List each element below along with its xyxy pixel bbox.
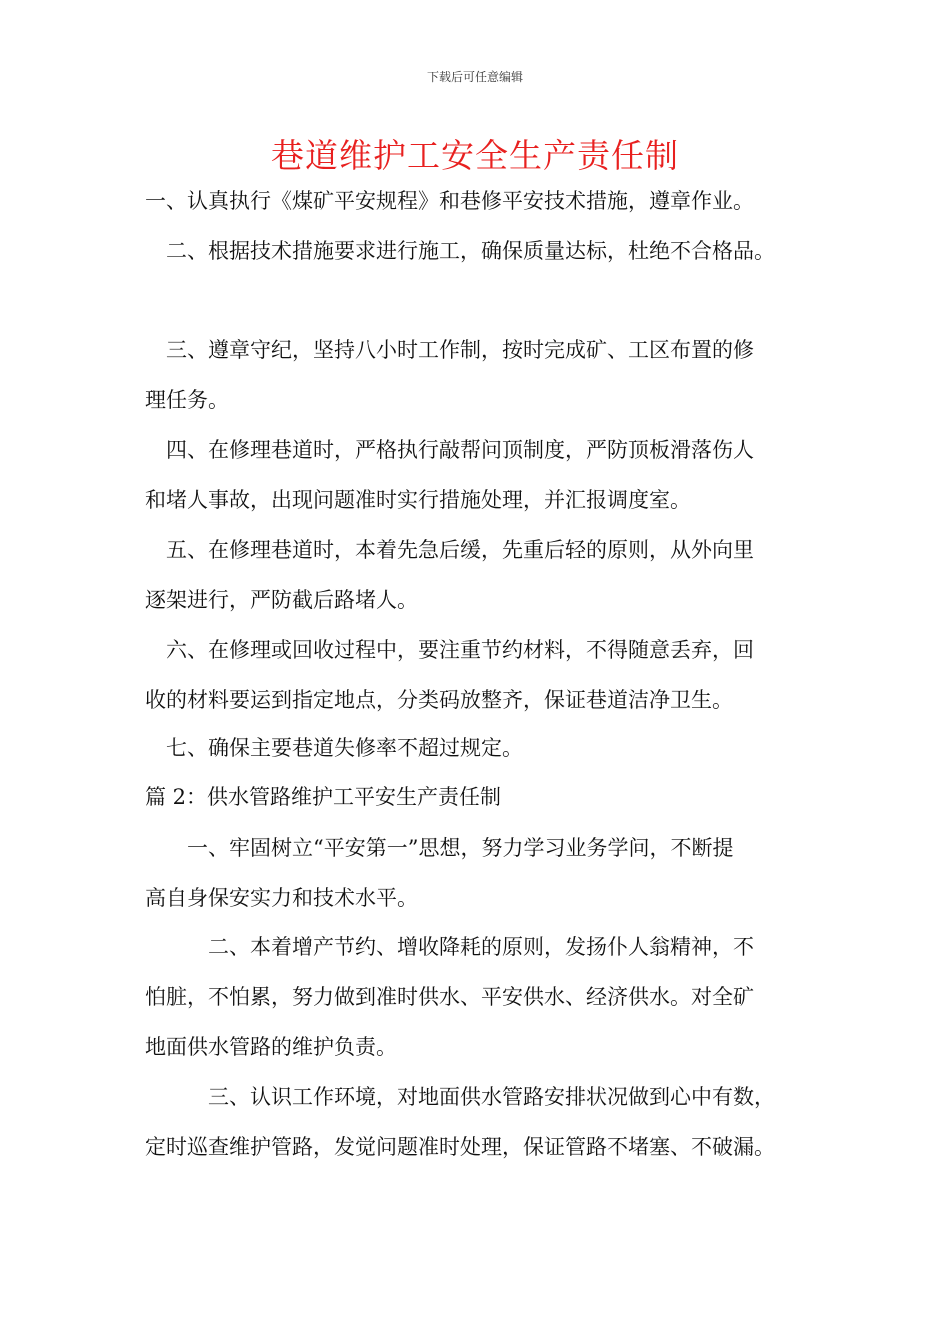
paragraph-line: 高自身保安实力和技术水平。 <box>145 886 418 910</box>
paragraph-line: 和堵人事故，出现问题准时实行措施处理，并汇报调度室。 <box>145 488 691 512</box>
paragraph-line: 理任务。 <box>145 388 229 412</box>
header-note: 下载后可任意编辑 <box>426 70 523 84</box>
paragraph-line: 四、在修理巷道时，严格执行敲帮问顶制度，严防顶板滑落伤人 <box>145 438 754 462</box>
paragraph-line: 三、认识工作环境，对地面供水管路安排状况做到心中有数， <box>145 1085 775 1109</box>
paragraph-5 <box>145 525 825 625</box>
paragraph-line: 一、牢固树立“平安第一”思想，努力学习业务学问，不断提 <box>145 836 734 860</box>
paragraph-9 <box>145 922 825 1072</box>
document-title: 巷道维护工安全生产责任制 <box>271 136 679 175</box>
paragraph-2 <box>145 226 825 276</box>
paragraph-line: 篇 2：供水管路维护工平安生产责任制 <box>145 785 502 809</box>
paragraph-7 <box>145 723 825 773</box>
paragraph-line: 五、在修理巷道时，本着先急后缓，先重后轻的原则，从外向里 <box>145 538 754 562</box>
paragraph-line: 收的材料要运到指定地点，分类码放整齐，保证巷道洁净卫生。 <box>145 688 733 712</box>
paragraph-line: 二、本着增产节约、增收降耗的原则，发扬仆人翁精神，不 <box>145 935 754 959</box>
paragraph-line: 七、确保主要巷道失修率不超过规定。 <box>145 736 523 760</box>
paragraph-1 <box>145 176 825 226</box>
paragraph-line: 三、遵章守纪，坚持八小时工作制，按时完成矿、工区布置的修 <box>145 338 754 362</box>
paragraph-3 <box>145 325 825 425</box>
paragraph-line: 逐架进行，严防截后路堵人。 <box>145 588 418 612</box>
paragraph-line: 定时巡查维护管路，发觉问题准时处理，保证管路不堵塞、不破漏。 <box>145 1135 775 1159</box>
paragraph-4 <box>145 425 825 525</box>
paragraph-6 <box>145 625 825 725</box>
section-heading <box>145 772 825 822</box>
paragraph-line: 二、根据技术措施要求进行施工，确保质量达标，杜绝不合格品。 <box>145 239 775 263</box>
paragraph-line: 一、认真执行《煤矿平安规程》和巷修平安技术措施，遵章作业。 <box>145 189 754 213</box>
paragraph-line: 六、在修理或回收过程中，要注重节约材料，不得随意丢弃，回 <box>145 638 754 662</box>
paragraph-line: 怕脏，不怕累，努力做到准时供水、平安供水、经济供水。对全矿 <box>145 985 754 1009</box>
paragraph-line: 地面供水管路的维护负责。 <box>145 1035 397 1059</box>
paragraph-8 <box>145 823 825 923</box>
paragraph-10 <box>145 1072 825 1172</box>
